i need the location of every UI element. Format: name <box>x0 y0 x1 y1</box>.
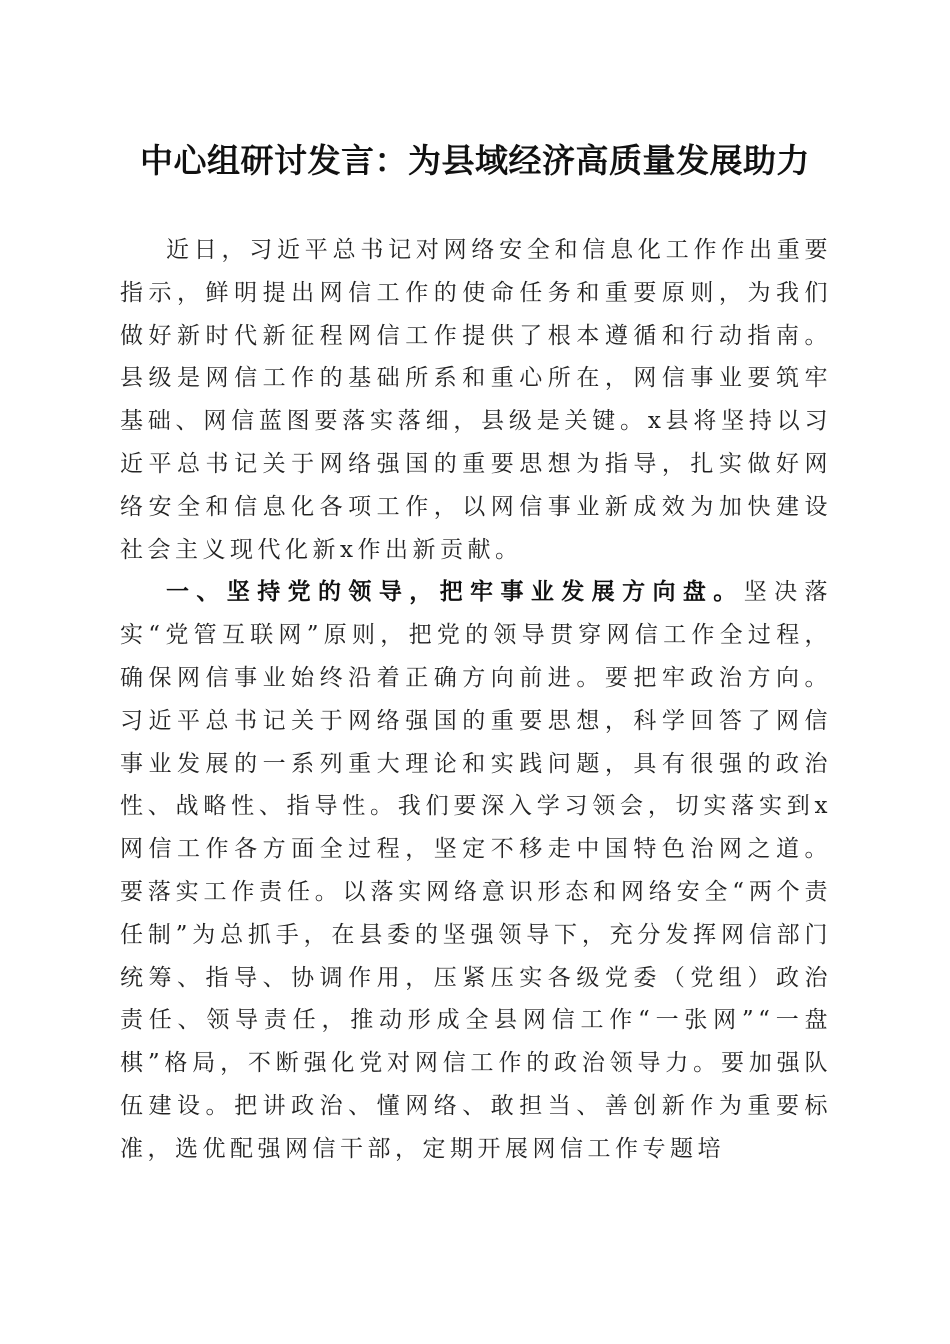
intro-paragraph <box>120 229 832 571</box>
document-title: 中心组研讨发言：为县域经济高质量发展助力 <box>140 141 810 180</box>
section-one-paragraph <box>120 571 832 1170</box>
intro-paragraph-text: 近日，习近平总书记对网络安全和信息化工作作出重要指示，鲜明提出网信工作的使命任务和重要原则，为我们做好新时代新征程网信工作提供了根本遵循和行动指南。县级是网信工作的基础所系和重心所在，网信事业要筑牢基础、网信蓝图要落实落细，县级是关键。x县将坚持以习近平总书记关于网络强国的重要思想为指导，扎实做好网络安全和信息化各项工作，以网信事业新成效为加快建设社会主义现代化新x作出新贡献。 <box>120 237 832 563</box>
section-one-heading: 一、坚持党的领导，把牢事业发展方向盘。 <box>166 579 744 606</box>
document-body <box>120 229 832 1171</box>
section-one-text: 坚决落实“党管互联网”原则，把党的领导贯穿网信工作全过程，确保网信事业始终沿着正确方向前进。要把牢政治方向。习近平总书记关于网络强国的重要思想，科学回答了网信事业发展的一系列重大理论和实践问题，具有很强的政治性、战略性、指导性。我们要深入学习领会，切实落实到x网信工作各方面全过程，坚定不移走中国特色治网之道。要落实工作责任。以落实网络意识形态和网络安全“两个责任制”为总抓手，在县委的坚强领导下，充分发挥网信部门统筹、指导、协调作用，压紧压实各级党委（党组）政治责任、领导责任，推动形成全县网信工作“一张网”“一盘棋”格局，不断强化党对网信工作的政治领导力。要加强队伍建设。把讲政治、懂网络、敢担当、善创新作为重要标准，选优配强网信干部，定期开展网信工作专题培 <box>120 579 833 1162</box>
